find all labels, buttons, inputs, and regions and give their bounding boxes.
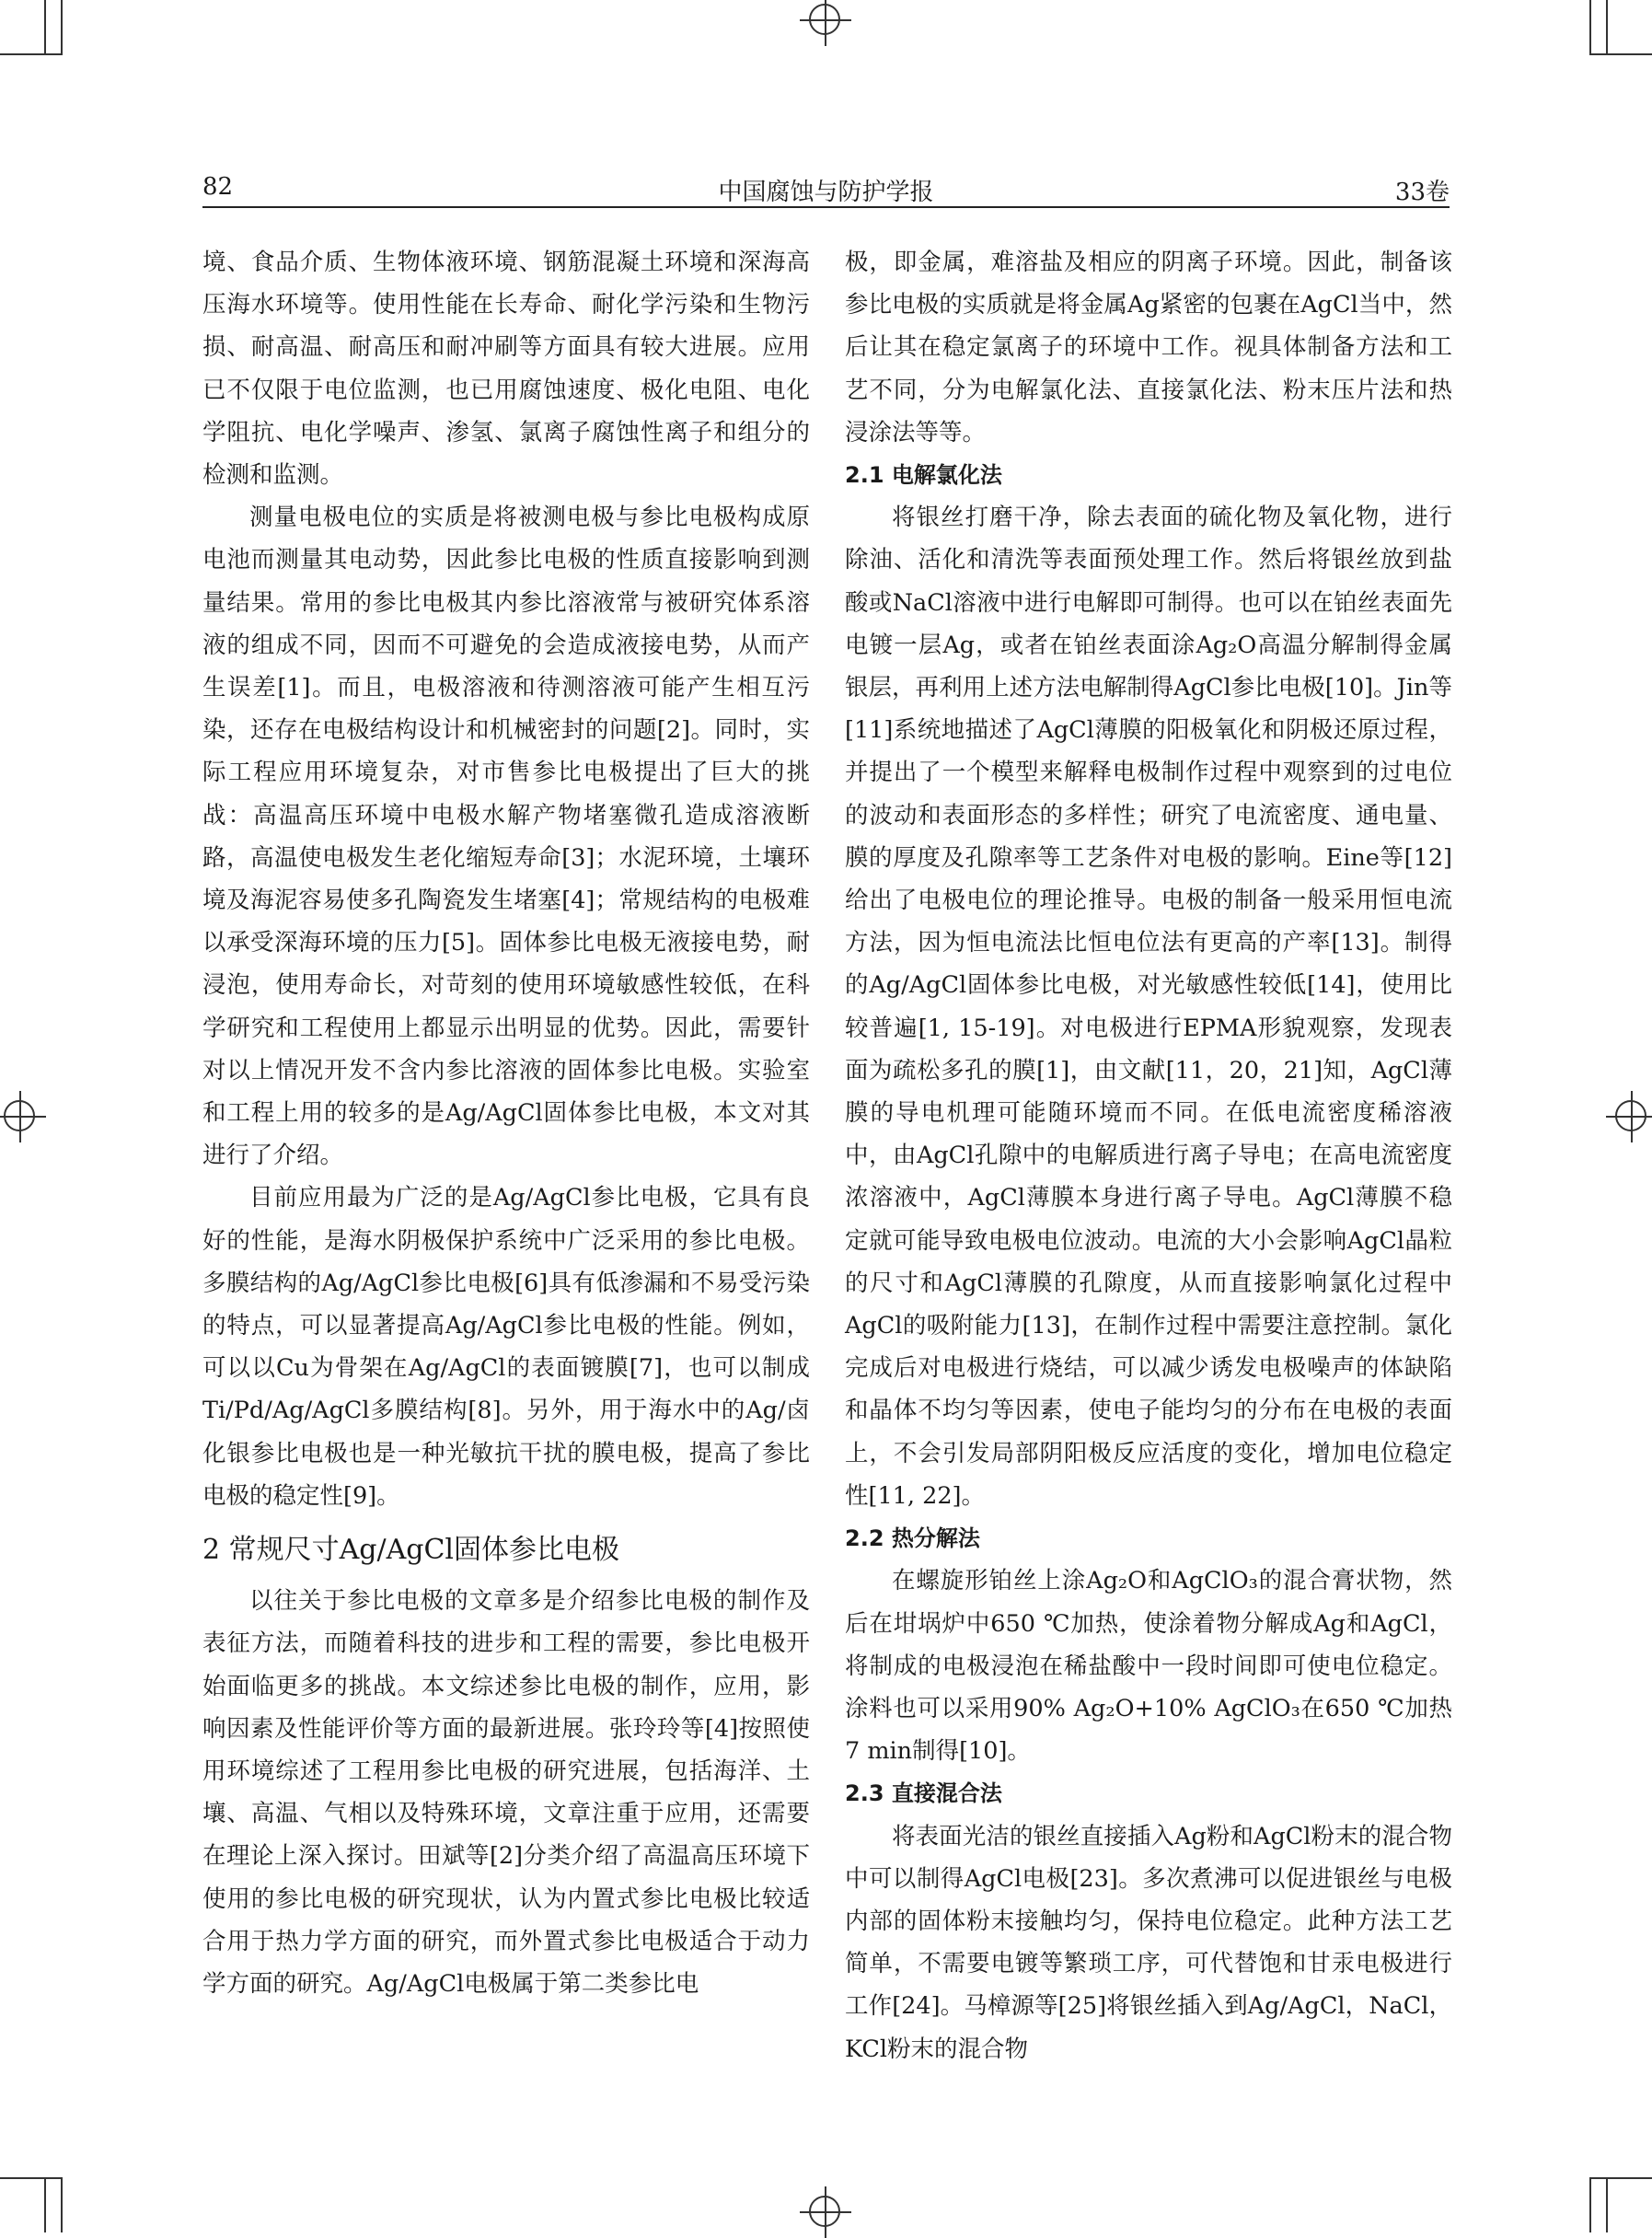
crop-mark-bottom-right-v — [1589, 2177, 1591, 2232]
paragraph: 在螺旋形铂丝上涂Ag₂O和AgClO₃的混合膏状物，然后在坩埚炉中650 ℃加热，使涂着物分解成Ag和AgCl，将制成的电极浸泡在稀盐酸中一段时间即可使电位稳定。涂料也可以采用90% Ag₂O+10% AgClO₃在650 ℃加热7 min制得[10]。 — [845, 1567, 1452, 1766]
paragraph: 将表面光洁的银丝直接插入Ag粉和AgCl粉末的混合物中可以制得AgCl电极[23]。多次煮沸可以促进银丝与电极内部的固体粉末接触均匀，保持电位稳定。此种方法工艺简单，不需要电镀等繁琐工序，可代替饱和甘汞电极进行工作[24]。马樟源等[25]将银丝插入到Ag/AgCl，NaCl，KCl粉末的混合物 — [845, 1822, 1452, 2063]
paragraph: 测量电极电位的实质是将被测电极与参比电极构成原电池而测量其电动势，因此参比电极的性质直接影响到测量结果。常用的参比电极其内参比溶液常与被研究体系溶液的组成不同，因而不可避免的会造成液接电势，从而产生误差[1]。而且，电极溶液和待测溶液可能产生相互污染，还存在电极结构设计和机械密封的问题[2]。同时，实际工程应用环境复杂，对市售参比电极提出了巨大的挑战：高温高压环境中电极水解产物堵塞微孔造成溶液断路，高温使电极发生老化缩短寿命[3]；水泥环境，土壤环境及海泥容易使多孔陶瓷发生堵塞[4]；常规结构的电极难以承受深海环境的压力[5]。固体参比电极无液接电势，耐浸泡，使用寿命长，对苛刻的使用环境敏感性较低，在科学研究和工程使用上都显示出明显的优势。因此，需要针对以上情况开发不含内参比溶液的固体参比电极。实验室和工程上用的较多的是Ag/AgCl固体参比电极，本文对其进行了介绍。 — [202, 504, 810, 1170]
crop-mark-bottom-left-v2 — [61, 2177, 63, 2232]
section-heading: 2 常规尺寸Ag/AgCl固体参比电极 — [202, 1534, 620, 1567]
paragraph: 境、食品介质、生物体液环境、钢筋混凝土环境和深海高压海水环境等。使用性能在长寿命、耐化学污染和生物污损、耐高温、耐高压和耐冲刷等方面具有较大进展。应用已不仅限于电位监测，也已用腐蚀速度、极化电阻、电化学阻抗、电化学噪声、渗氢、氯离子腐蚀性离子和组分的检测和监测。 — [202, 249, 810, 490]
crop-mark-top-left-v — [44, 0, 46, 55]
journal-title: 中国腐蚀与防护学报 — [718, 179, 934, 206]
paragraph: 目前应用最为广泛的是Ag/AgCl参比电极，它具有良好的性能，是海水阴极保护系统中广泛采用的参比电极。多膜结构的Ag/AgCl参比电极[6]具有低渗漏和不易受污染的特点，可以显著提高Ag/AgCl参比电极的性能。例如，可以以Cu为骨架在Ag/AgCl的表面镀膜[7]，也可以制成Ti/Pd/Ag/AgCl多膜结构[8]。另外，用于海水中的Ag/卤化银参比电极也是一种光敏抗干扰的膜电极，提高了参比电极的稳定性[9]。 — [202, 1184, 810, 1510]
subsection-heading: 2.1 电解氯化法 — [845, 462, 1002, 489]
running-header — [202, 168, 1450, 208]
registration-mark-right-icon — [1606, 1091, 1652, 1142]
crop-mark-top-right-h — [1589, 53, 1652, 55]
paragraph: 将银丝打磨干净，除去表面的硫化物及氧化物，进行除油、活化和清洗等表面预处理工作。然后将银丝放到盐酸或NaCl溶液中进行电解即可制得。也可以在铂丝表面先电镀一层Ag，或者在铂丝表面涂Ag₂O高温分解制得金属银层，再利用上述方法电解制得AgCl参比电极[10]。Jin等[11]系统地描述了AgCl薄膜的阳极氧化和阴极还原过程，并提出了一个模型来解释电极制作过程中观察到的过电位的波动和表面形态的多样性；研究了电流密度、通电量、膜的厚度及孔隙率等工艺条件对电极的影响。Eine等[12]给出了电极电位的理论推导。电极的制备一般采用恒电流方法，因为恒电流法比恒电位法有更高的产率[13]。制得的Ag/AgCl固体参比电极，对光敏感性较低[14]，使用比较普遍[1, 15-19]。对电极进行EPMA形貌观察，发现表面为疏松多孔的膜[1]，由文献[11，20，21]知，AgCl薄膜的导电机理可能随环境而不同。在低电流密度稀溶液中，由AgCl孔隙中的电解质进行离子导电；在高电流密度浓溶液中，AgCl薄膜本身进行离子导电。AgCl薄膜不稳定就可能导致电极电位波动。电流的大小会影响AgCl晶粒的尺寸和AgCl薄膜的孔隙度，从而直接影响氯化过程中AgCl的吸附能力[13]，在制作过程中需要注意控制。氯化完成后对电极进行烧结，可以减少诱发电极噪声的体缺陷和晶体不均匀等因素，使电子能均匀的分布在电极的表面上，不会引发局部阴阳极反应活度的变化，增加电位稳定性[11, 22]。 — [845, 504, 1452, 1510]
crop-mark-bottom-right-h — [1589, 2177, 1652, 2179]
registration-mark-left-icon — [0, 1091, 46, 1142]
header-rule — [202, 206, 1450, 208]
crop-mark-top-right-v — [1589, 0, 1591, 55]
registration-mark-top-icon — [800, 0, 851, 46]
crop-mark-top-left-h — [0, 53, 63, 55]
page-number: 82 — [202, 173, 234, 201]
paragraph: 极，即金属，难溶盐及相应的阴离子环境。因此，制备该参比电极的实质就是将金属Ag紧密的包裹在AgCl当中，然后让其在稳定氯离子的环境中工作。视具体制备方法和工艺不同，分为电解氯化法、直接氯化法、粉末压片法和热浸涂法等等。 — [845, 249, 1452, 446]
paragraph: 以往关于参比电极的文章多是介绍参比电极的制作及表征方法，而随着科技的进步和工程的需要，参比电极开始面临更多的挑战。本文综述参比电极的制作，应用，影响因素及性能评价等方面的最新进展。张玲玲等[4]按照使用环境综述了工程用参比电极的研究进展，包括海洋、土壤、高温、气相以及特殊环境，文章注重于应用，还需要在理论上深入探讨。田斌等[2]分类介绍了高温高压环境下使用的参比电极的研究现状，认为内置式参比电极比较适合用于热力学方面的研究，而外置式参比电极适合于动力学方面的研究。Ag/AgCl电极属于第二类参比电 — [202, 1587, 810, 1998]
subsection-heading: 2.2 热分解法 — [845, 1525, 980, 1552]
crop-mark-bottom-left-h — [0, 2177, 63, 2179]
crop-mark-bottom-right-v2 — [1606, 2177, 1608, 2232]
crop-mark-top-right-v2 — [1606, 0, 1608, 55]
subsection-heading: 2.3 直接混合法 — [845, 1780, 1002, 1807]
left-column — [202, 241, 810, 2005]
crop-mark-top-left-v2 — [61, 0, 63, 55]
crop-mark-bottom-left-v — [44, 2177, 46, 2232]
registration-mark-bottom-icon — [800, 2186, 851, 2238]
volume-label: 33卷 — [1394, 179, 1450, 206]
right-column — [845, 241, 1452, 2070]
